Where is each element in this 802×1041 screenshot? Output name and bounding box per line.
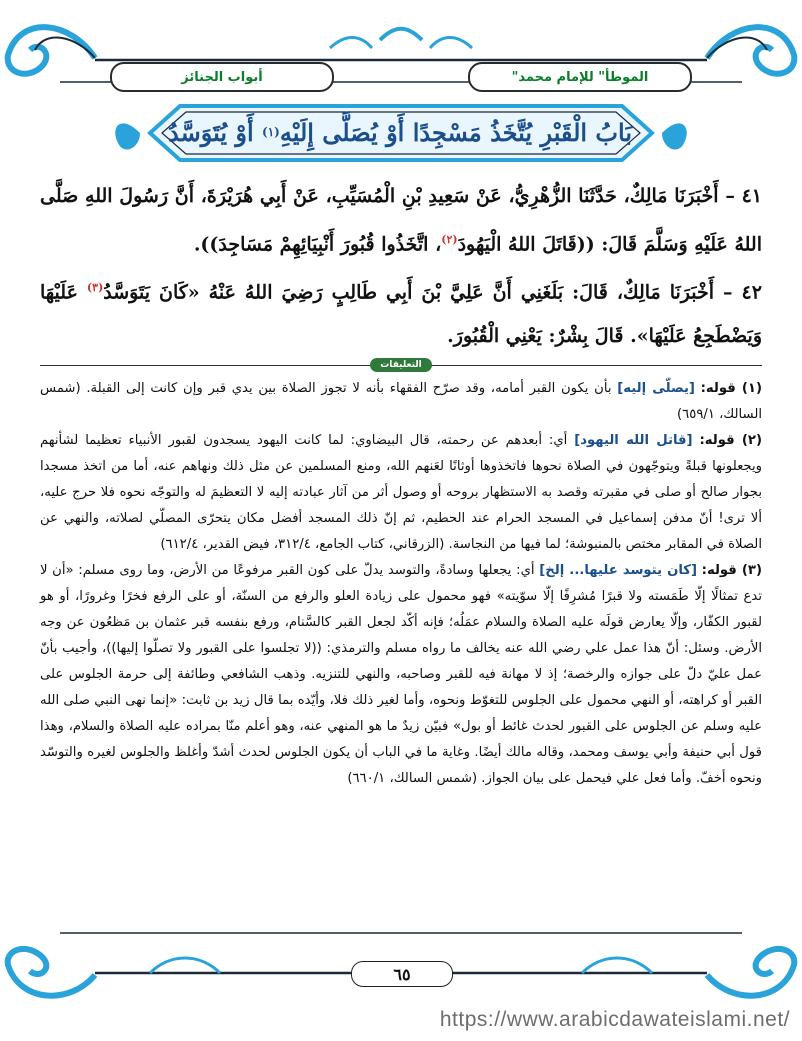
- chapter-title-main: بَابُ الْقَبْرِ يُتَّخَذُ مَسْجِدًا أَوْ يُصَلَّى إِلَيْهِ: [279, 117, 632, 147]
- footnote-2: [40, 428, 762, 558]
- hadith-42: [40, 266, 762, 357]
- footnotes: [40, 376, 762, 792]
- footnote-1-term: [يصلّى إليه]: [617, 381, 695, 396]
- hadith-42-number: ٤٢ –: [723, 281, 762, 304]
- footnote-2-text: أي: أبعدهم عن رحمته، قال البيضاوي: لما كانت اليهود يسجدون لقبور الأنبياء تعظيما لشأنهم ويجعلونها قبلةً ويتوجّهون في الصلاة نحوها فاتخذوها أوثانًا لعَنهم الله، ومنع المسلمين عن مثل ذلك ونهاهم عنه، أما من اتخذ مسجدا بجوار صالح أو صلى في مقبرته وقصد به الاستظهار بروحه أو وصول أثر من آثار عبادته إليه لا التعظيمَ له والتوجّه نحوه فلا حرج عليه، ألا ترى! أنّ مدفن إسماعيل في المسجد الحرام عند الحطيم، ثم إنّ ذلك المسجد أفضل مكان يتحرّى المصلّي لصلاته، والنهي عن الصلاة في المقابر مختص بالمنبوشة؛ لما فيها من النجاسة. (الزرقاني، كتاب الجامع، ٣١٢/٤، فيض القدير، ٦١٢/٤): [40, 433, 762, 552]
- hadith-41-number: ٤١ –: [725, 185, 762, 207]
- hadith-41: [40, 175, 762, 266]
- hadith-42-text: أَخْبَرَنَا مَالِكٌ، قَالَ: بَلَغَنِي أَنَّ عَلِيَّ بْنَ أَبِي طَالِبٍ رَضِيَ اللهُ عَنْهُ «كَانَ يَتَوَسَّدُ: [103, 281, 715, 304]
- hadith-text: [40, 175, 762, 358]
- hadith-41-text: أَخْبَرَنَا مَالِكٌ، حَدَّثَنَا الزُّهْرِيُّ، عَنْ سَعِيدِ بْنِ الْمُسَيِّبِ، عَنْ أَبِي هُرَيْرَةَ، أَنَّ رَسُولَ اللهِ صَلَّى اللهُ عَلَيْهِ وَسَلَّمَ قَالَ: ((قَاتَلَ اللهُ الْيَهُودَ: [40, 185, 762, 256]
- footnote-3-text: أي: يجعلها وسادةً، والتوسد يدلّ على كون القبر مرفوعًا من الأرض، وما روى مسلم: «أن لا تدع تمثالًا إلّا طَمَسته ولا قبرًا مُشرِفًا إلّا سوّيته» فهو محمول على زيادة العلو والرفع من السنّة، أو على الرفع فخرًا وغرورًا، أو هو لقبور الكفّار، وإلّا يعارض قولَه عليه الصلاة والسلام عمَلُه؛ فإنه أكّد لجعل القبر كالسَّنام، ورفع بنفسه قبر عثمان بن مَظعُون عن وجه الأرض. وسئل: أنّ هذا عمل علي رضي الله عنه يخالف ما رواه مسلم والترمذي: ((لا تجلسوا على القبور ولا تصلّوا إليها))، وأجيب بأنّ عمل عليّ دلّ على جوازه والرخصة؛ إذ لا مهانة فيه للقبر وصاحبه، والنهي للتنزيه. وذهب الشافعي وطائفة إلى حرمة الجلوس على القبر أو كراهته، أو النهي محمول على الجلوس للتغوّط ونحوه، وأما لغير ذلك فلا، وأيّده بما قال زيد بن ثابت: «إنما نهى النبي صلى الله عليه وسلم عن الجلوس على القبور لحدث غائط أو بول» فبيّن زيدٌ ما هو المنهي عنه، وهو أعلم منّا بمراده عليه الصلاة والسلام، وهذا قول أبي حنيفة وأبي يوسف ومحمد، وقاله مالك أيضًا. وغاية ما في الباب أن يكون الجلوس لحدث أشدّ وأغلظ والجلوس لغيره والتوسّد ونحوه أخفّ. وأما فعل علي فيحمل على بيان الجواز. (شمس السالك، ٦٦٠/١): [40, 563, 762, 786]
- divider-label: التعليقات: [370, 358, 432, 372]
- hadith-41-text-end: ، اتَّخَذُوا قُبُورَ أَنْبِيَائِهِمْ مَسَاجِدَ)).: [193, 233, 442, 256]
- header-chapter-section: أبواب الجنائز: [110, 62, 334, 92]
- watermark-url: https://www.arabicdawateislami.net/: [439, 1008, 790, 1031]
- chapter-title-end: أَوْ يُتَوَسَّدُ: [168, 117, 254, 147]
- chapter-title-ref: (١): [262, 125, 280, 139]
- footnote-1: [40, 376, 762, 428]
- hadith-42-text-end: عَلَيْهَا وَيَضْطَجِعُ عَلَيْهَا». قَالَ بِشْرٌ: يَعْنِي الْقُبُورَ.: [40, 281, 762, 347]
- footnote-2-num: (٢) قوله:: [699, 433, 762, 448]
- footnote-3: [40, 558, 762, 792]
- header-book-title: "الموطأ" للإمام محمد: [468, 62, 692, 92]
- page-number: ٦٥: [351, 961, 453, 987]
- hadith-42-ref: (٣): [86, 281, 104, 295]
- chapter-title: [150, 108, 650, 156]
- hadith-41-ref: (٢): [441, 233, 458, 246]
- footnote-3-num: (٣) قوله:: [701, 563, 762, 578]
- footnote-divider: [40, 358, 762, 372]
- footnote-1-num: (١) قوله:: [700, 381, 762, 396]
- footnote-1-text: بأن يكون القبر أمامه، وقد صرّح الفقهاء بأنه لا تجوز الصلاة بين يدي قبر وإن كانت إلى القبلة. (شمس السالك، ٦٥٩/١): [40, 381, 762, 422]
- footnote-3-term: [كان يتوسد عليها... إلخ]: [539, 563, 697, 578]
- footnote-2-term: [قاتل الله اليهود]: [574, 433, 693, 448]
